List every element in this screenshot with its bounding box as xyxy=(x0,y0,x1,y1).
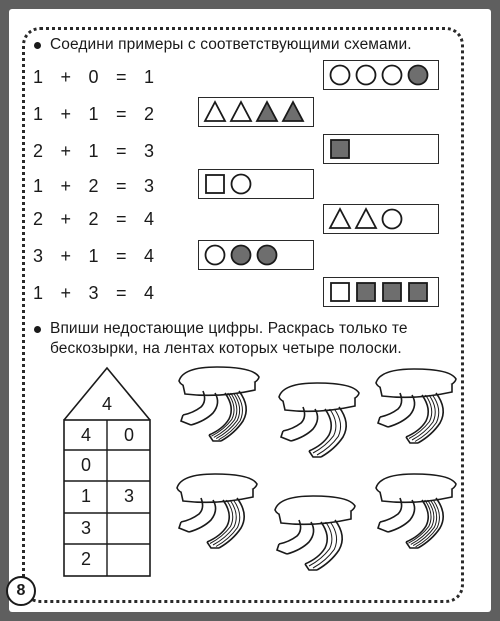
equation-op: + xyxy=(60,67,71,87)
house-cell-right[interactable]: 3 xyxy=(123,485,134,506)
equation-op: + xyxy=(60,141,71,161)
equation-eq: = xyxy=(115,67,127,87)
equation-r: 4 xyxy=(143,283,154,303)
triangle-empty-icon xyxy=(231,102,251,121)
sailor-cap[interactable] xyxy=(173,470,263,552)
equation-op: + xyxy=(60,104,71,124)
equation-row xyxy=(31,245,156,267)
scheme-box[interactable] xyxy=(323,277,439,307)
house-cell-left[interactable]: 1 xyxy=(80,485,91,506)
equation-row xyxy=(31,282,156,304)
triangle-empty-icon xyxy=(330,209,350,228)
equation-b: 1 xyxy=(88,246,99,266)
circle-empty-icon xyxy=(206,246,225,265)
equation-row xyxy=(31,208,156,230)
equation-r: 3 xyxy=(143,176,154,196)
sailor-cap[interactable] xyxy=(372,365,462,447)
house-cell-left[interactable]: 3 xyxy=(80,517,91,538)
house-cell-right[interactable] xyxy=(109,544,149,574)
square-filled-icon xyxy=(357,283,375,301)
page-number: 8 xyxy=(6,576,36,606)
circle-empty-icon xyxy=(357,66,376,85)
equation-op: + xyxy=(60,176,71,196)
square-empty-icon xyxy=(331,283,349,301)
house-cell-right[interactable] xyxy=(109,450,149,480)
square-empty-icon xyxy=(206,175,224,193)
triangle-empty-icon xyxy=(356,209,376,228)
triangle-filled-icon xyxy=(283,102,303,121)
square-filled-icon xyxy=(409,283,427,301)
equation-eq: = xyxy=(115,209,127,229)
equation-b: 3 xyxy=(88,283,99,303)
equation-eq: = xyxy=(115,283,127,303)
equation-eq: = xyxy=(115,246,127,266)
bullet-task1 xyxy=(34,42,41,49)
equation-b: 2 xyxy=(88,209,99,229)
task2-instruction-line1: Впиши недостающие цифры. Раскрась только те xyxy=(50,320,408,337)
equation-eq: = xyxy=(115,176,127,196)
house-roof-number: 4 xyxy=(101,393,112,414)
equation-row xyxy=(31,103,156,125)
equation-r: 2 xyxy=(143,104,154,124)
equation-r: 4 xyxy=(143,209,154,229)
circle-empty-icon xyxy=(232,175,251,194)
bullet-task2 xyxy=(34,326,41,333)
equation-a: 1 xyxy=(32,283,43,303)
triangle-empty-icon xyxy=(205,102,225,121)
square-filled-icon xyxy=(331,140,349,158)
equation-eq: = xyxy=(115,104,127,124)
circle-filled-icon xyxy=(232,246,251,265)
house-cell-right[interactable]: 0 xyxy=(123,424,134,445)
equation-row xyxy=(31,140,156,162)
task1-instruction: Соедини примеры с соответствующими схемами. xyxy=(50,36,412,53)
house-cell-left[interactable]: 4 xyxy=(80,424,91,445)
equation-a: 1 xyxy=(32,104,43,124)
equation-r: 4 xyxy=(143,246,154,266)
circle-filled-icon xyxy=(409,66,428,85)
sailor-cap[interactable] xyxy=(275,379,365,461)
equation-row xyxy=(31,175,156,197)
sailor-cap[interactable] xyxy=(372,470,462,552)
sailor-cap[interactable] xyxy=(175,363,265,445)
equation-b: 1 xyxy=(88,141,99,161)
sailor-cap[interactable] xyxy=(271,492,361,574)
circle-empty-icon xyxy=(383,66,402,85)
equation-a: 1 xyxy=(32,176,43,196)
equation-r: 1 xyxy=(143,67,154,87)
equation-op: + xyxy=(60,283,71,303)
house-cell-left[interactable]: 2 xyxy=(80,548,91,569)
scheme-box[interactable] xyxy=(323,60,439,90)
number-house xyxy=(52,364,162,585)
equation-b: 2 xyxy=(88,176,99,196)
equation-b: 1 xyxy=(88,104,99,124)
circle-filled-icon xyxy=(258,246,277,265)
equation-a: 2 xyxy=(32,141,43,161)
scheme-box[interactable] xyxy=(198,97,314,127)
equation-a: 1 xyxy=(32,67,43,87)
house-cell-right[interactable] xyxy=(109,513,149,543)
scheme-box[interactable] xyxy=(323,134,439,164)
equation-row xyxy=(31,66,156,88)
triangle-filled-icon xyxy=(257,102,277,121)
square-filled-icon xyxy=(383,283,401,301)
equation-op: + xyxy=(60,209,71,229)
circle-empty-icon xyxy=(331,66,350,85)
equation-b: 0 xyxy=(88,67,99,87)
equation-a: 3 xyxy=(32,246,43,266)
equation-op: + xyxy=(60,246,71,266)
task2-instruction-line2: бескозырки, на лентах которых четыре полоски. xyxy=(50,340,402,357)
house-cell-left[interactable]: 0 xyxy=(80,454,91,475)
equation-eq: = xyxy=(115,141,127,161)
scheme-box[interactable] xyxy=(198,169,314,199)
circle-empty-icon xyxy=(383,210,402,229)
equation-r: 3 xyxy=(143,141,154,161)
scheme-box[interactable] xyxy=(323,204,439,234)
scheme-box[interactable] xyxy=(198,240,314,270)
equation-a: 2 xyxy=(32,209,43,229)
